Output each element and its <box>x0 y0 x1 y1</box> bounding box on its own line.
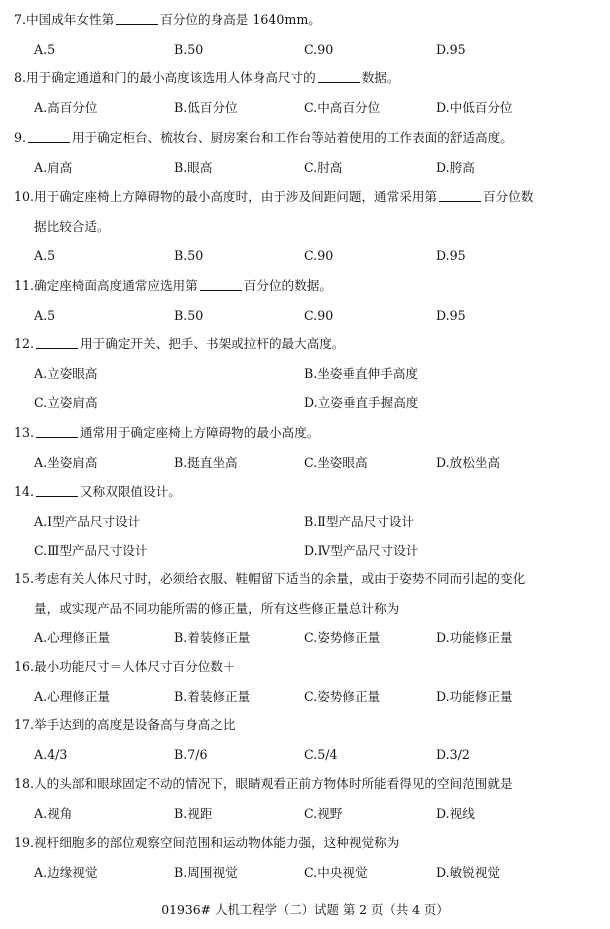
option-d: D.视线 <box>436 805 475 821</box>
question-text <box>34 601 602 617</box>
option-d: D.放松坐高 <box>436 454 501 470</box>
option-b: B.挺直坐高 <box>174 454 238 470</box>
option-d: D.胯高 <box>436 159 475 175</box>
options-row <box>34 308 610 324</box>
option-d: D.敏锐视觉 <box>436 864 501 880</box>
option-b: B.50 <box>174 41 204 57</box>
question-text-segment: 12. <box>14 336 35 351</box>
page-footer: 01936# 人机工程学（二）试题 第 2 页（共 4 页） <box>161 902 449 917</box>
question-text-segment: 16.最小功能尺寸＝人体尺寸百分位数＋ <box>14 659 236 674</box>
answer-blank <box>36 425 78 438</box>
answer-blank <box>200 278 242 291</box>
question-text-segment: 7.中国成年女性第 <box>14 12 115 27</box>
question-text <box>14 70 602 86</box>
question-text <box>14 484 602 500</box>
question-text-segment: 9. <box>14 130 27 145</box>
option-d: D.功能修正量 <box>436 688 513 704</box>
question-text <box>14 659 602 675</box>
question-text-segment: 通常用于确定座椅上方障碍物的最小高度。 <box>80 425 320 440</box>
question-text-segment: 据比较合适。 <box>34 218 110 234</box>
option-a: A.边缘视觉 <box>34 864 98 880</box>
option-b: B.周围视觉 <box>174 864 238 880</box>
option-b: B.低百分位 <box>174 99 238 115</box>
option-b: B.视距 <box>174 805 213 821</box>
option-b: B.7/6 <box>174 746 208 762</box>
options-row <box>34 455 610 471</box>
question-text-segment: 10.用于确定座椅上方障碍物的最小高度时，由于涉及间距问题，通常采用第 <box>14 189 438 204</box>
option-b: B.着装修正量 <box>174 630 251 645</box>
option-b: B.50 <box>174 307 204 323</box>
options-row <box>34 747 610 763</box>
option-c: C.90 <box>304 307 334 323</box>
option-a: A.4/3 <box>34 746 68 762</box>
answer-blank <box>36 484 78 497</box>
question-text <box>14 425 602 441</box>
answer-blank <box>116 12 158 25</box>
option-c: C.90 <box>304 41 334 57</box>
question-text-segment: 数据。 <box>361 70 400 85</box>
option-d: D.Ⅳ型产品尺寸设计 <box>304 543 419 558</box>
option-c: C.90 <box>304 248 334 263</box>
question-text-segment: 15.考虑有关人体尺寸时，必须给衣服、鞋帽留下适当的余量，或由于姿势不同而引起的变化 <box>14 571 526 586</box>
options-row <box>34 630 610 646</box>
option-c: C.立姿肩高 <box>34 395 98 410</box>
question-text-segment: 8.用于确定通道和门的最小高度该选用人体身高尺寸的 <box>14 70 316 85</box>
option-a: A.心理修正量 <box>34 630 111 645</box>
options-row <box>34 366 610 382</box>
option-b: B.眼高 <box>174 159 213 175</box>
option-c: C.中央视觉 <box>304 864 368 880</box>
option-b: B.坐姿垂直伸手高度 <box>304 365 419 381</box>
option-b: B.50 <box>174 248 204 263</box>
option-d: D.95 <box>436 41 466 57</box>
question-text <box>14 130 602 146</box>
options-row <box>34 689 610 705</box>
question-text-segment: 19.视杆细胞多的部位观察空间范围和运动物体能力强，这种视觉称为 <box>14 835 400 850</box>
question-text <box>14 571 602 587</box>
option-c: C.坐姿眼高 <box>304 454 368 470</box>
question-text <box>14 12 602 28</box>
option-b: B.着装修正量 <box>174 688 251 704</box>
option-a: A.肩高 <box>34 159 73 175</box>
question-text <box>14 776 602 792</box>
question-text-segment: 11.确定座椅面高度通常应选用第 <box>14 278 198 293</box>
options-row <box>34 865 610 881</box>
answer-blank <box>36 336 78 349</box>
option-d: D.立姿垂直手握高度 <box>304 395 419 410</box>
question-text <box>14 717 602 733</box>
options-row <box>34 514 610 530</box>
question-text-segment: 百分位的数据。 <box>243 278 332 293</box>
answer-blank <box>318 70 360 83</box>
option-c: C.肘高 <box>304 159 343 175</box>
option-a: A.5 <box>34 248 56 263</box>
question-text-segment: 百分位数 <box>483 189 534 204</box>
option-c: C.中高百分位 <box>304 99 381 115</box>
question-text-segment: 18.人的头部和眼球固定不动的情况下，眼睛观看正前方物体时所能看得见的空间范围就是 <box>14 776 513 791</box>
option-c: C.5/4 <box>304 746 338 762</box>
question-text-segment: 百分位的身高是 1640mm。 <box>160 12 321 27</box>
options-row <box>34 100 610 116</box>
option-a: A.Ⅰ型产品尺寸设计 <box>34 513 141 529</box>
answer-blank <box>28 130 70 143</box>
question-text <box>14 278 602 294</box>
option-d: D.中低百分位 <box>436 99 513 115</box>
option-b: B.Ⅱ型产品尺寸设计 <box>304 513 414 529</box>
option-a: A.高百分位 <box>34 99 98 115</box>
option-a: A.心理修正量 <box>34 688 111 704</box>
option-d: D.功能修正量 <box>436 630 513 645</box>
option-a: A.坐姿肩高 <box>34 454 98 470</box>
option-a: A.5 <box>34 41 56 57</box>
option-c: C.姿势修正量 <box>304 630 381 645</box>
option-d: D.95 <box>436 248 466 263</box>
question-text-segment: 用于确定柜台、梳妆台、厨房案台和工作台等站着使用的工作表面的舒适高度。 <box>72 130 513 145</box>
options-row <box>34 543 610 559</box>
answer-blank <box>439 189 481 202</box>
options-row <box>34 248 610 264</box>
question-text-segment: 14. <box>14 484 35 499</box>
question-text <box>14 336 602 352</box>
question-text-segment: 又称双限值设计。 <box>80 484 181 499</box>
option-c: C.视野 <box>304 805 343 821</box>
option-d: D.3/2 <box>436 746 470 762</box>
question-text-segment: 13. <box>14 425 35 440</box>
question-text-segment: 用于确定开关、把手、书架或拉杆的最大高度。 <box>80 336 345 351</box>
question-text <box>14 835 602 851</box>
options-row <box>34 160 610 176</box>
question-text-segment: 量，或实现产品不同功能所需的修正量，所有这些修正量总计称为 <box>34 600 400 616</box>
options-row <box>34 395 610 411</box>
question-text-segment: 17.举手达到的高度是设备高与身高之比 <box>14 717 236 732</box>
question-text <box>34 219 602 235</box>
option-a: A.立姿眼高 <box>34 365 98 381</box>
options-row <box>34 806 610 822</box>
options-row <box>34 42 610 58</box>
option-d: D.95 <box>436 307 466 323</box>
option-c: C.Ⅲ型产品尺寸设计 <box>34 543 148 558</box>
question-text <box>14 189 602 205</box>
option-a: A.5 <box>34 307 56 323</box>
option-a: A.视角 <box>34 805 73 821</box>
option-c: C.姿势修正量 <box>304 688 381 704</box>
